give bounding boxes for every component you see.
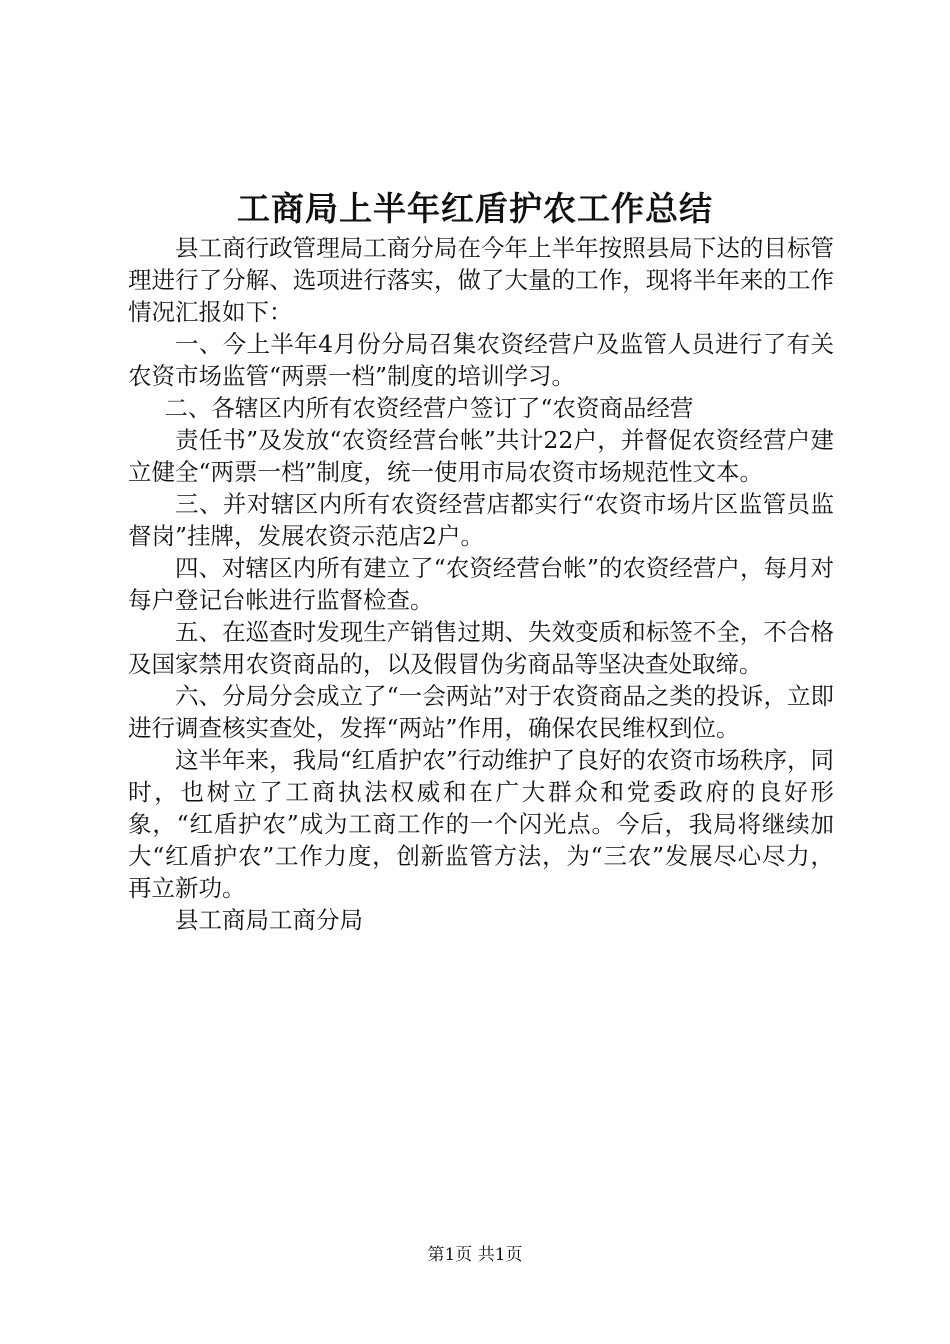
paragraph-item-6: 六、分局分会成立了“一会两站”对于农资商品之类的投诉，立即进行调查核实查处，发挥“两站”作用，确保农民维权到位。 — [128, 682, 834, 742]
paragraph-conclusion: 这半年来，我局“红盾护农”行动维护了良好的农资市场秩序，同时，也树立了工商执法权威和在广大群众和党委政府的良好形象，“红盾护农”成为工商工作的一个闪光点。今后，我局将继续加大“红盾护农”工作力度，创新监管方法，为“三农”发展尽心尽力，再立新功。 — [128, 746, 834, 902]
paragraph-intro: 县工商行政管理局工商分局在今年上半年按照县局下达的目标管理进行了分解、选项进行落实，做了大量的工作，现将半年来的工作情况汇报如下： — [128, 234, 834, 326]
page-footer: 第1页 共1页 — [427, 1245, 523, 1265]
paragraph-item-5: 五、在巡查时发现生产销售过期、失效变质和标签不全，不合格及国家禁用农资商品的，以及假冒伪劣商品等坚决查处取缔。 — [128, 618, 834, 678]
signature-line: 县工商局工商分局 — [175, 906, 363, 934]
document-body — [128, 232, 834, 936]
document-title: 工商局上半年红盾护农工作总结 — [237, 189, 713, 228]
paragraph-item-2-start: 二、各辖区内所有农资经营户签订了“农资商品经营 — [164, 394, 694, 422]
paragraph-item-2-continued: 责任书”及发放“农资经营台帐”共计22户，并督促农资经营户建立健全“两票一档”制度，统一使用市局农资市场规范性文本。 — [128, 426, 834, 486]
paragraph-item-4: 四、对辖区内所有建立了“农资经营台帐”的农资经营户，每月对每户登记台帐进行监督检查。 — [128, 554, 834, 614]
paragraph-item-3: 三、并对辖区内所有农资经营店都实行“农资市场片区监管员监督岗”挂牌，发展农资示范店2户。 — [128, 490, 834, 550]
paragraph-item-1: 一、今上半年4月份分局召集农资经营户及监管人员进行了有关农资市场监管“两票一档”制度的培训学习。 — [128, 330, 834, 390]
